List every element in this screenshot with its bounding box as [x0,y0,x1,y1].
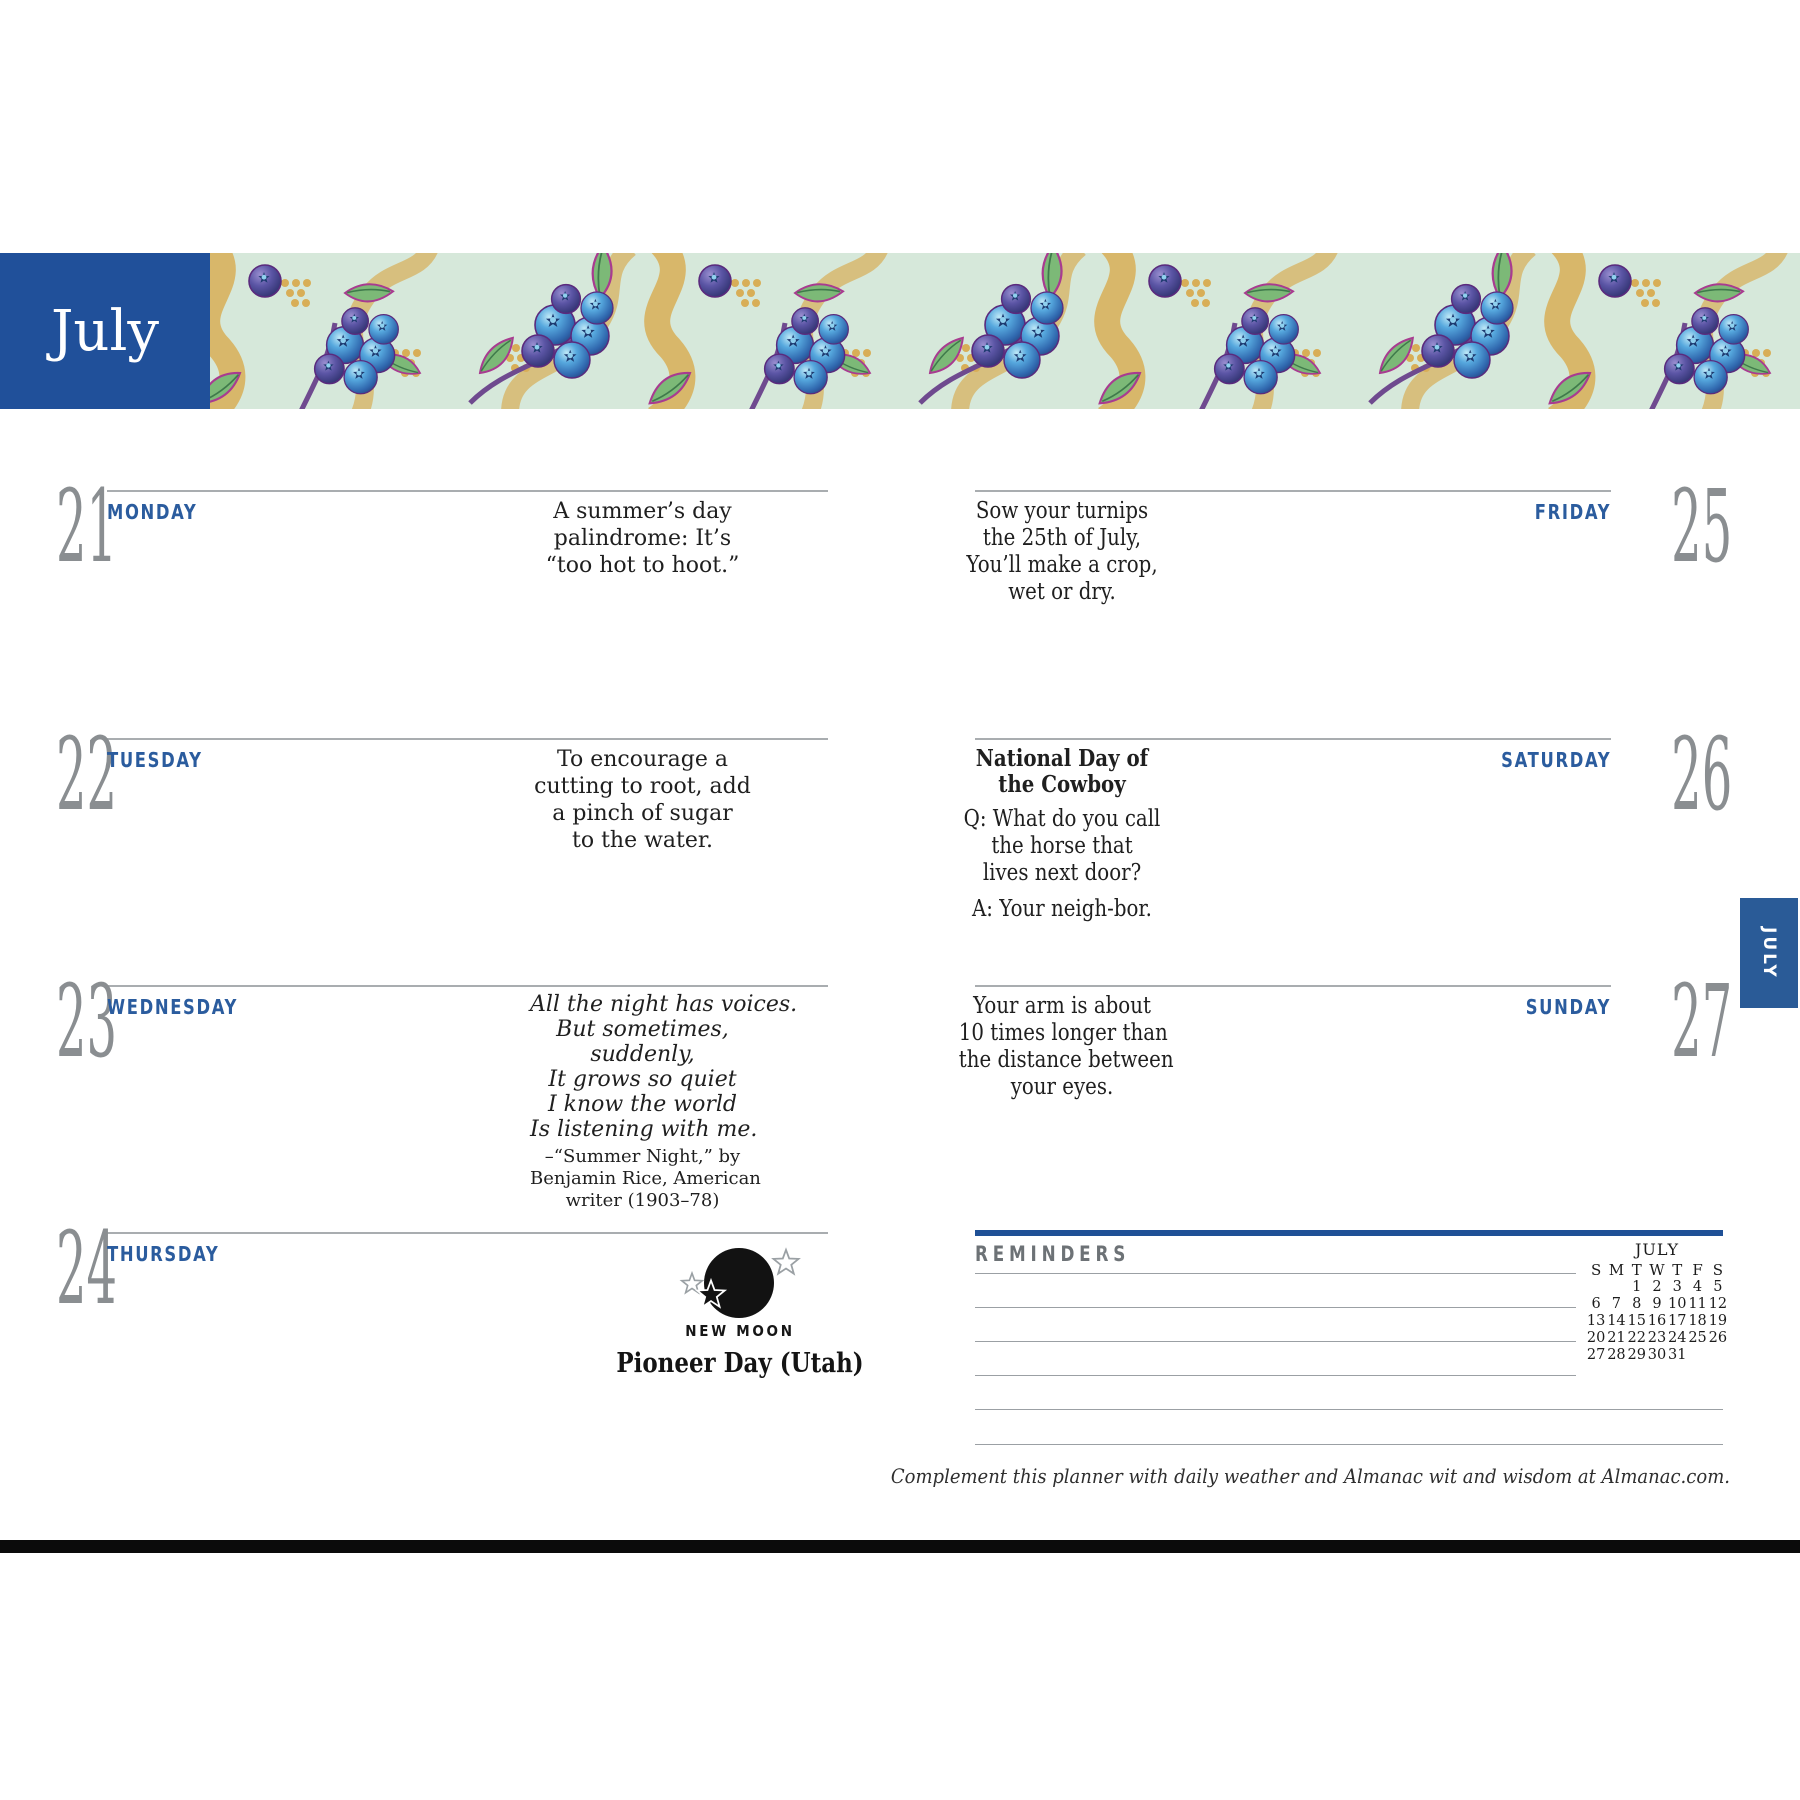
month-side-tab [1740,898,1798,1008]
day-number-24: 24 [56,1210,118,1327]
day-rule-saturday [975,738,1611,740]
new-moon-icon [675,1240,807,1328]
saturday-answer: A: Your neigh-bor. [972,896,1152,922]
month-header-box [0,253,210,409]
monday-note: A summer’s day palindrome: It’s “too hot to hoot.” [545,499,740,578]
reminder-line [975,1375,1576,1376]
mini-calendar-weekday-header: S M T W T F S [1591,1261,1723,1279]
mini-calendar-dates: 1 2 3 4 5 6 7 8 9 10 11 12 13 14 15 16 17 18 19 20 21 22 23 24 25 26 27 28 29 30 31 [1586,1279,1728,1363]
new-moon-label: NEW MOON [685,1322,795,1340]
day-rule-tuesday [107,738,828,740]
poem-attribution: –“Summer Night,” by Benjamin Rice, American writer (1903–78) [530,1146,761,1211]
day-number-22: 22 [56,716,118,833]
day-rule-monday [107,490,828,492]
friday-note: Sow your turnips the 25th of July, You’ll make a crop, wet or dry. [966,498,1158,605]
day-name-friday: FRIDAY [1534,500,1611,524]
day-number-25: 25 [1670,468,1732,585]
reminders-accent-bar [975,1230,1723,1236]
wednesday-note [530,992,798,1212]
sunday-note: Your arm is about 10 times longer than the distance between your eyes. [958,993,1174,1100]
day-name-monday: MONDAY [107,500,198,524]
day-number-21: 21 [56,468,118,585]
day-number-27: 27 [1670,963,1732,1080]
day-name-saturday: SATURDAY [1500,748,1611,772]
reminder-line [975,1341,1576,1342]
reminder-line [975,1273,1576,1274]
mini-calendar [1586,1240,1728,1364]
holiday-label: Pioneer Day (Utah) [616,1348,864,1379]
saturday-note [959,746,1165,923]
mini-calendar-title: JULY [1634,1240,1680,1259]
day-rule-wednesday [107,985,828,987]
side-tab-label: JULY [1759,926,1779,980]
day-rule-friday [975,490,1611,492]
day-name-tuesday: TUESDAY [107,748,203,772]
day-name-wednesday: WEDNESDAY [107,995,239,1019]
star-icon [773,1250,798,1274]
saturday-question: Q: What do you call the horse that lives next door? [963,806,1161,886]
reminder-line [975,1444,1723,1445]
day-number-23: 23 [56,963,118,1080]
day-rule-sunday [975,985,1611,987]
saturday-heading: National Day of the Cowboy [975,745,1149,798]
reminder-line [975,1307,1576,1308]
poem-quote: All the night has voices. But sometimes, suddenly, It grows so quiet I know the world Is listening with me. [530,992,798,1142]
month-label: July [50,298,160,364]
day-rule-thursday [107,1232,828,1234]
footer-note: Complement this planner with daily weather and Almanac wit and wisdom at Almanac.com. [890,1464,1730,1488]
page-bottom-edge [0,1540,1800,1553]
day-name-sunday: SUNDAY [1525,995,1611,1019]
day-name-thursday: THURSDAY [107,1242,220,1266]
reminder-line [975,1409,1723,1410]
tuesday-note: To encourage a cutting to root, add a pinch of sugar to the water. [534,747,751,853]
blueberry-banner-illustration [0,253,1800,409]
day-number-26: 26 [1670,716,1732,833]
reminders-title: REMINDERS [975,1242,1131,1266]
